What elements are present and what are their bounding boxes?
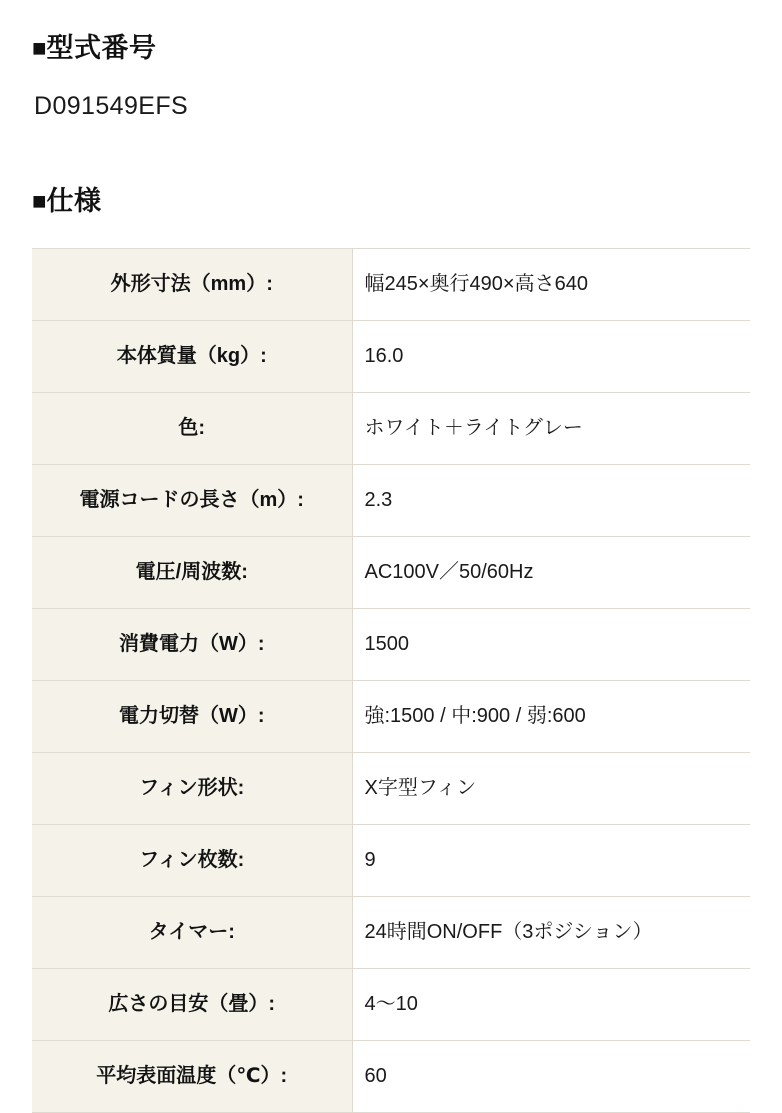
- table-row: [32, 1041, 750, 1113]
- spec-value: 強:1500 / 中:900 / 弱:600: [352, 681, 750, 753]
- spec-value: 60: [352, 1041, 750, 1113]
- spec-value: 1500: [352, 609, 750, 681]
- table-row: [32, 825, 750, 897]
- specification-table-body: [32, 249, 750, 1113]
- spec-label: 広さの目安（畳）:: [32, 969, 352, 1041]
- spec-value: 2.3: [352, 465, 750, 537]
- table-row: [32, 249, 750, 321]
- spec-value: 4〜10: [352, 969, 750, 1041]
- table-row: [32, 969, 750, 1041]
- table-row: [32, 609, 750, 681]
- table-row: [32, 681, 750, 753]
- spec-label: 外形寸法（mm）:: [32, 249, 352, 321]
- spec-value: ホワイト＋ライトグレー: [352, 393, 750, 465]
- spec-label: 消費電力（W）:: [32, 609, 352, 681]
- spec-value: AC100V／50/60Hz: [352, 537, 750, 609]
- table-row: [32, 465, 750, 537]
- specification-table: [32, 248, 750, 1113]
- spec-value: 24時間ON/OFF（3ポジション）: [352, 897, 750, 969]
- model-number-heading: [32, 30, 750, 68]
- table-row: [32, 393, 750, 465]
- spec-heading-wrapper: [32, 183, 750, 221]
- spec-label: 電圧/周波数:: [32, 537, 352, 609]
- spec-label: 平均表面温度（℃）:: [32, 1041, 352, 1113]
- spec-label: タイマー:: [32, 897, 352, 969]
- spec-label: フィン枚数:: [32, 825, 352, 897]
- table-row: [32, 753, 750, 825]
- table-row: [32, 537, 750, 609]
- model-number-value: D091549EFS: [34, 91, 189, 120]
- table-row: [32, 897, 750, 969]
- spec-heading: [32, 183, 750, 221]
- spec-label: フィン形状:: [32, 753, 352, 825]
- spec-label: 電源コードの長さ（m）:: [32, 465, 352, 537]
- spec-value: 9: [352, 825, 750, 897]
- spec-label: 色:: [32, 393, 352, 465]
- spec-heading-label: 仕様: [46, 186, 102, 217]
- heading-marker-icon: ■: [32, 188, 47, 216]
- spec-value: 16.0: [352, 321, 750, 393]
- spec-value: X字型フィン: [352, 753, 750, 825]
- table-row: [32, 321, 750, 393]
- spec-label: 電力切替（W）:: [32, 681, 352, 753]
- spec-label: 本体質量（kg）:: [32, 321, 352, 393]
- model-number-heading-label: 型式番号: [46, 33, 157, 63]
- heading-marker-icon: ■: [32, 35, 47, 62]
- spec-value: 幅245×奥行490×高さ640: [352, 249, 750, 321]
